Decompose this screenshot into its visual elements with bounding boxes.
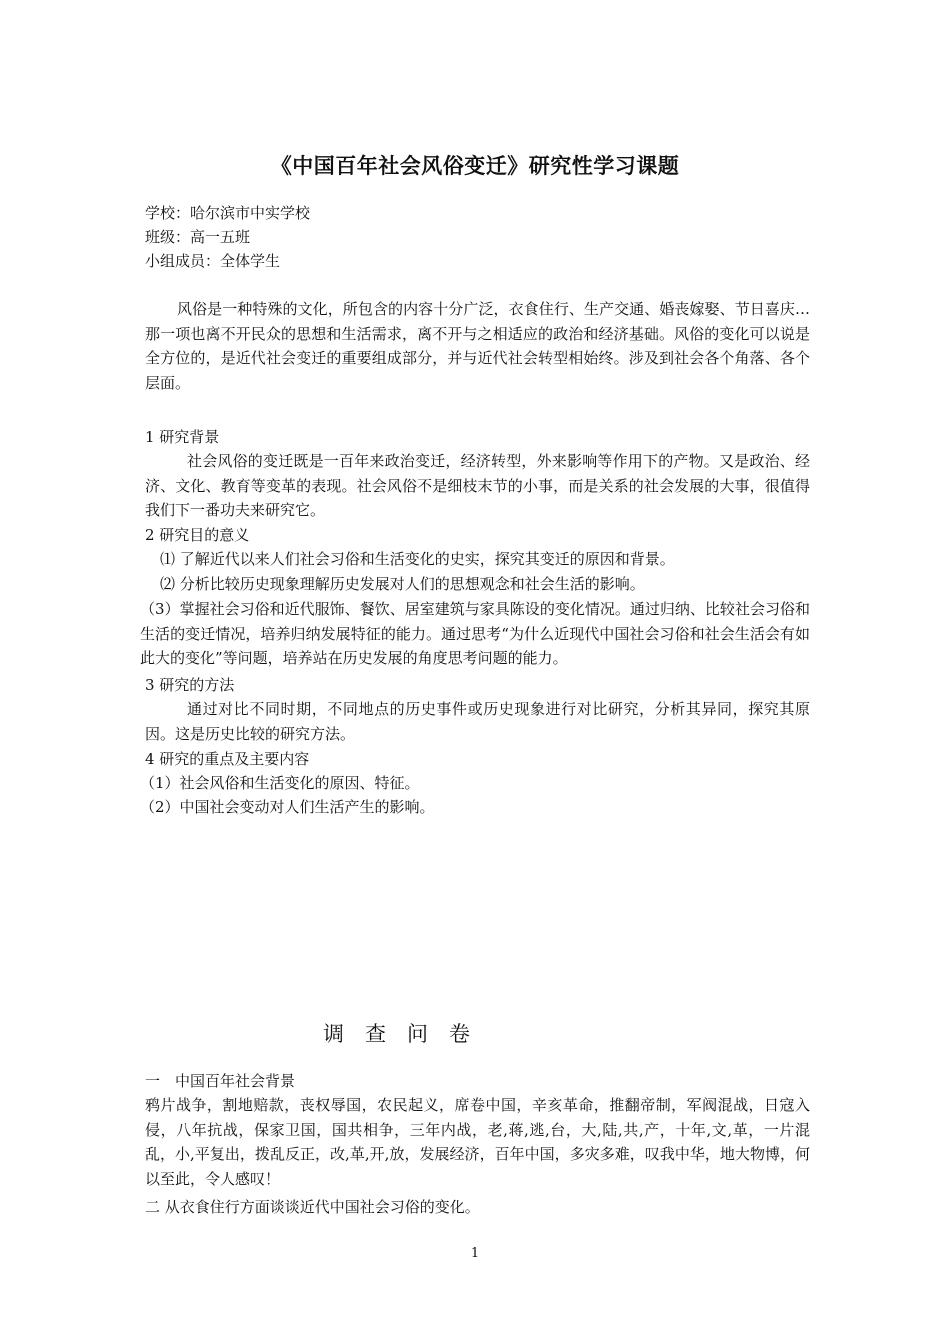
section-1-body: 社会风俗的变迁既是一百年来政治变迁，经济转型，外来影响等作用下的产物。又是政治、经济、文化、教育等变革的表现。社会风俗不是细枝末节的小事，而是关系的社会发展的大事，很值得我们下一番功夫来研究它。 xyxy=(145,452,810,519)
page-number: 1 xyxy=(470,1246,480,1261)
survey-title: 调查问卷 xyxy=(323,1022,491,1046)
intro-paragraph: 风俗是一种特殊的文化，所包含的内容十分广泛，衣食住行、生产交通、婚丧嫁娶、节日喜庆…那一项也离不开民众的思想和生活需求，离不开与之相适应的政治和经济基础。风俗的变化可以说是全方位的，是近代社会变迁的重要组成部分，并与近代社会转型相始终。涉及到社会各个角落、各个层面。 xyxy=(145,300,810,392)
document-title: 《中国百年社会风俗变迁》研究性学习课题 xyxy=(270,154,680,178)
section-4-heading: 4 研究的重点及主要内容 xyxy=(145,750,310,768)
class-info: 班级：高一五班 xyxy=(145,228,251,246)
survey-question-1-body: 鸦片战争，割地赔款，丧权辱国，农民起义，席卷中国，辛亥革命，推翻帝制，军阀混战，日寇入侵，八年抗战，保家卫国，国共相争，三年内战，老,蒋,逃,台，大,陆,共,产，十年,文,革，一片混乱，小,平复出，拨乱反正，改,革,开,放，发展经济，百年中国，多灾多难，叹我中华，地大物博，何以至此，令人感叹！ xyxy=(145,1096,810,1188)
section-3-body: 通过对比不同时期，不同地点的历史事件或历史现象进行对比研究，分析其异同，探究其原因。这是历史比较的研究方法。 xyxy=(145,700,810,743)
survey-question-2-heading: 二 从衣食住行方面谈谈近代中国社会习俗的变化。 xyxy=(145,1198,480,1216)
school-info: 学校：哈尔滨市中实学校 xyxy=(145,204,311,222)
section-2-heading: 2 研究目的意义 xyxy=(145,526,250,544)
survey-question-1-heading: 一 中国百年社会背景 xyxy=(145,1072,296,1090)
section-2-item-3: （3）掌握社会习俗和近代服饰、餐饮、居室建筑与家具陈设的变化情况。通过归纳、比较社会习俗和生活的变迁情况，培养归纳发展特征的能力。通过思考“为什么近现代中国社会习俗和社会生活会有如此大的变化”等问题，培养站在历史发展的角度思考问题的能力。 xyxy=(140,600,810,667)
section-1-heading: 1 研究背景 xyxy=(145,428,220,446)
section-3-heading: 3 研究的方法 xyxy=(145,676,235,694)
section-2-item-2: ⑵ 分析比较历史现象理解历史发展对人们的思想观念和社会生活的影响。 xyxy=(160,575,645,593)
section-4-item-2: （2）中国社会变动对人们生活产生的影响。 xyxy=(140,798,435,816)
section-2-item-1: ⑴ 了解近代以来人们社会习俗和生活变化的史实，探究其变迁的原因和背景。 xyxy=(160,550,675,568)
section-4-item-1: （1）社会风俗和生活变化的原因、特征。 xyxy=(140,774,420,792)
members-info: 小组成员：全体学生 xyxy=(145,252,281,270)
